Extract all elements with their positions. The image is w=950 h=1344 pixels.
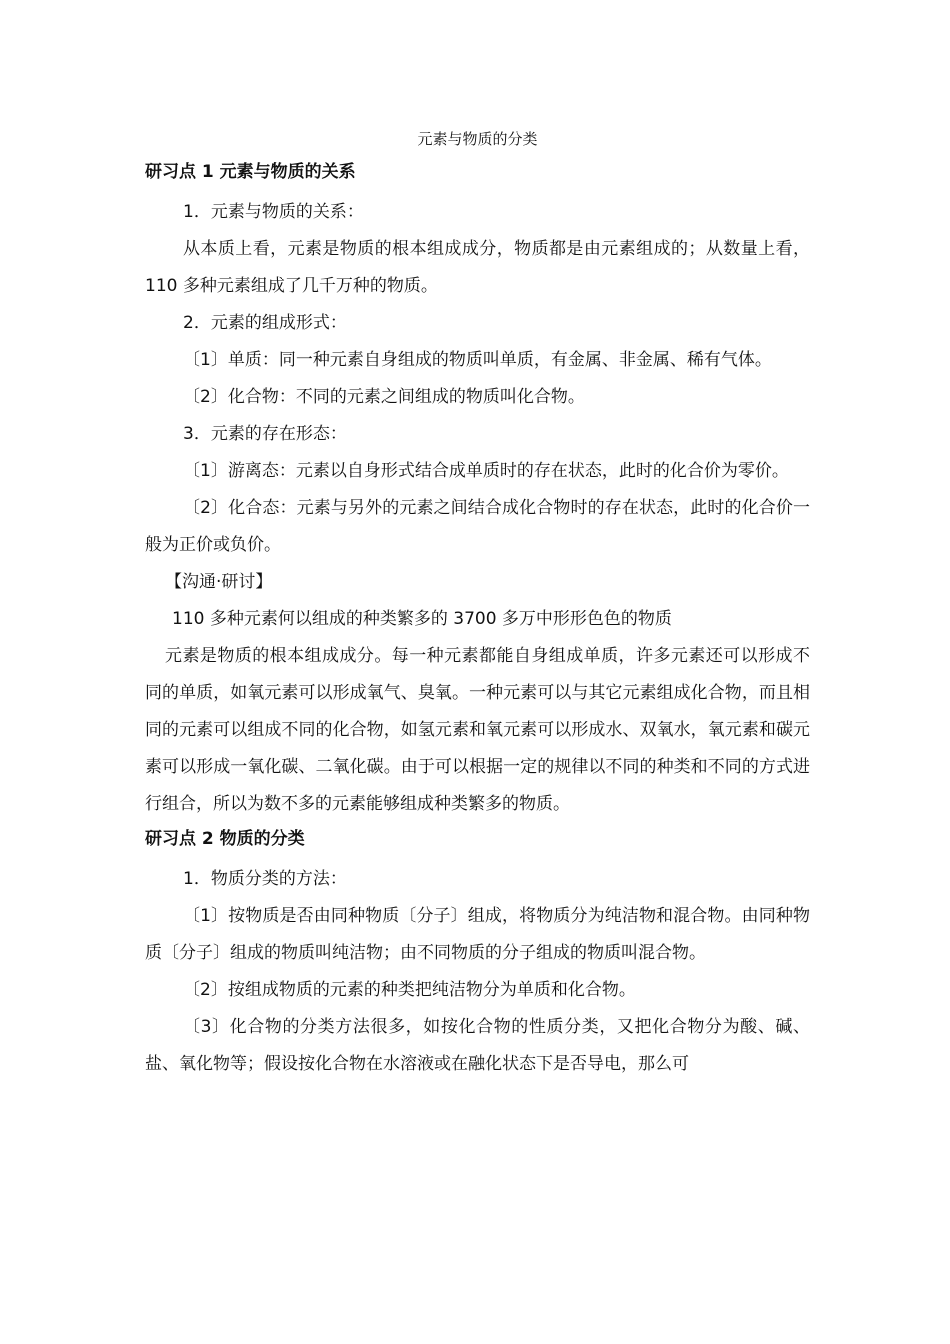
discussion-label: 【沟通·研讨】	[165, 572, 273, 592]
section1-item3-sub1: 〔1〕游离态：元素以自身形式结合成单质时的存在状态，此时的化合价为零价。	[183, 461, 789, 481]
section1-item3-sub2: 〔2〕化合态：元素与另外的元素之间结合成化合物时的存在状态，此时的化合价一般为正价或负价。	[145, 498, 810, 555]
document-body	[145, 128, 810, 1083]
section1-heading: 研习点 1 元素与物质的关系	[145, 162, 356, 182]
section1-item1-label: 1．元素与物质的关系：	[183, 202, 364, 222]
section1-item2-sub2: 〔2〕化合物：不同的元素之间组成的物质叫化合物。	[183, 387, 585, 407]
section1-item2-label: 2．元素的组成形式：	[183, 313, 347, 333]
section2-sub3: 〔3〕化合物的分类方法很多，如按化合物的性质分类，又把化合物分为酸、碱、盐、氧化物等；假设按化合物在水溶液或在融化状态下是否导电，那么可	[145, 1017, 810, 1074]
section1-item1-text: 从本质上看，元素是物质的根本组成成分，物质都是由元素组成的；从数量上看，110 多种元素组成了几千万种的物质。	[145, 239, 810, 296]
section2-heading: 研习点 2 物质的分类	[145, 829, 305, 849]
section2-item1-label: 1．物质分类的方法：	[183, 869, 347, 889]
section1-item2-sub1: 〔1〕单质：同一种元素自身组成的物质叫单质，有金属、非金属、稀有气体。	[183, 350, 772, 370]
section2-sub2: 〔2〕按组成物质的元素的种类把纯洁物分为单质和化合物。	[183, 980, 636, 1000]
section1-item3-label: 3．元素的存在形态：	[183, 424, 347, 444]
discussion-question: 110 多种元素何以组成的种类繁多的 3700 多万中形形色色的物质	[172, 609, 672, 629]
section2-sub1: 〔1〕按物质是否由同种物质〔分子〕组成，将物质分为纯洁物和混合物。由同种物质〔分子〕组成的物质叫纯洁物；由不同物质的分子组成的物质叫混合物。	[145, 906, 810, 963]
discussion-answer: 元素是物质的根本组成成分。每一种元素都能自身组成单质，许多元素还可以形成不同的单质，如氧元素可以形成氧气、臭氧。一种元素可以与其它元素组成化合物，而且相同的元素可以组成不同的化合物，如氢元素和氧元素可以形成水、双氧水，氧元素和碳元素可以形成一氧化碳、二氧化碳。由于可以根据一定的规律以不同的种类和不同的方式进行组合，所以为数不多的元素能够组成种类繁多的物质。	[145, 646, 810, 814]
document-title: 元素与物质的分类	[417, 130, 538, 148]
